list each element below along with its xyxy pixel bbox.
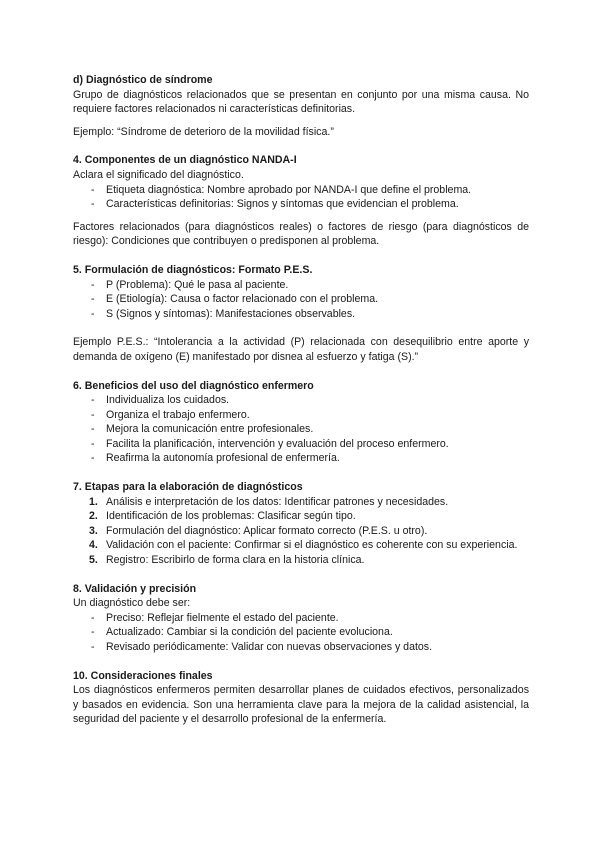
list-item bbox=[73, 495, 529, 510]
list-item: - Reafirma la autonomía profesional de enfermería. bbox=[73, 451, 529, 466]
section-10-body: Los diagnósticos enfermeros permiten desarrollar planes de cuidados efectivos, personalizados y basados en evidencia. Son una herramienta clave para la mejora de la calidad asistencial, la seguridad del paciente y el desarrollo profesional de la enfermería. bbox=[73, 684, 529, 726]
list-item bbox=[73, 538, 529, 553]
list-item: - S (Signos y síntomas): Manifestaciones observables. bbox=[73, 307, 529, 322]
section-d-title: d) Diagnóstico de síndrome bbox=[73, 74, 213, 86]
list-item: - Facilita la planificación, intervención y evaluación del proceso enfermero. bbox=[73, 437, 529, 452]
list-item: - Individualiza los cuidados. bbox=[73, 393, 529, 408]
section-d-example: Ejemplo: “Síndrome de deterioro de la movilidad física.” bbox=[73, 125, 334, 138]
list-item: - E (Etiología): Causa o factor relacionado con el problema. bbox=[73, 292, 529, 307]
list-text: Identificación de los problemas: Clasificar según tipo. bbox=[106, 510, 356, 523]
section-4-list bbox=[73, 183, 529, 212]
section-8-intro: Un diagnóstico debe ser: bbox=[73, 597, 191, 610]
section-8-list bbox=[73, 611, 529, 655]
list-text: Validación con el paciente: Confirmar si el diagnóstico es coherente con su experiencia. bbox=[106, 539, 518, 552]
section-4-intro: Aclara el significado del diagnóstico. bbox=[73, 168, 244, 181]
list-number: 1. bbox=[89, 495, 98, 508]
section-5-list bbox=[73, 278, 529, 322]
document-content bbox=[73, 73, 529, 727]
section-10-title: 10. Consideraciones finales bbox=[73, 669, 213, 682]
section-4-outro: Factores relacionados (para diagnósticos reales) o factores de riesgo (para diagnósticos de riesgo): Condiciones que contribuyen o predisponen al problema. bbox=[73, 220, 529, 248]
list-number: 3. bbox=[89, 524, 98, 537]
section-6-list bbox=[73, 393, 529, 466]
list-number: 5. bbox=[89, 554, 98, 567]
list-item: - Actualizado: Cambiar si la condición del paciente evoluciona. bbox=[73, 625, 529, 640]
list-item: - Mejora la comunicación entre profesionales. bbox=[73, 422, 529, 437]
section-4-title: 4. Componentes de un diagnóstico NANDA-I bbox=[73, 154, 297, 167]
list-item bbox=[73, 509, 529, 524]
list-item bbox=[73, 524, 529, 539]
section-5-title: 5. Formulación de diagnósticos: Formato P.E.S. bbox=[73, 263, 313, 276]
section-7-list bbox=[73, 495, 529, 568]
list-item: - Organiza el trabajo enfermero. bbox=[73, 408, 529, 423]
section-d-body: Grupo de diagnósticos relacionados que se presentan en conjunto por una misma causa. No requiere factores relacionados ni características definitorias. bbox=[73, 88, 529, 116]
list-number: 4. bbox=[89, 539, 98, 552]
list-text: Formulación del diagnóstico: Aplicar formato correcto (P.E.S. u otro). bbox=[106, 524, 428, 537]
list-item: - P (Problema): Qué le pasa al paciente. bbox=[73, 278, 529, 293]
section-6-title: 6. Beneficios del uso del diagnóstico enfermero bbox=[73, 379, 314, 392]
list-item: - Preciso: Reflejar fielmente el estado del paciente. bbox=[73, 611, 529, 626]
list-item bbox=[73, 553, 529, 568]
section-7-title: 7. Etapas para la elaboración de diagnósticos bbox=[73, 481, 303, 494]
list-number: 2. bbox=[89, 510, 98, 523]
section-5-example: Ejemplo P.E.S.: “Intolerancia a la actividad (P) relacionada con desequilibrio entre aporte y demanda de oxígeno (E) manifestado por disnea al esfuerzo y fatiga (S).” bbox=[73, 336, 529, 363]
list-item: - Revisado periódicamente: Validar con nuevas observaciones y datos. bbox=[73, 640, 529, 655]
section-8-title: 8. Validación y precisión bbox=[73, 582, 197, 595]
list-item: - Etiqueta diagnóstica: Nombre aprobado por NANDA-I que define el problema. bbox=[73, 183, 529, 198]
list-text: Registro: Escribirlo de forma clara en la historia clínica. bbox=[106, 554, 365, 567]
list-text: Análisis e interpretación de los datos: Identificar patrones y necesidades. bbox=[106, 495, 449, 508]
list-item: - Características definitorias: Signos y síntomas que evidencian el problema. bbox=[73, 197, 529, 212]
